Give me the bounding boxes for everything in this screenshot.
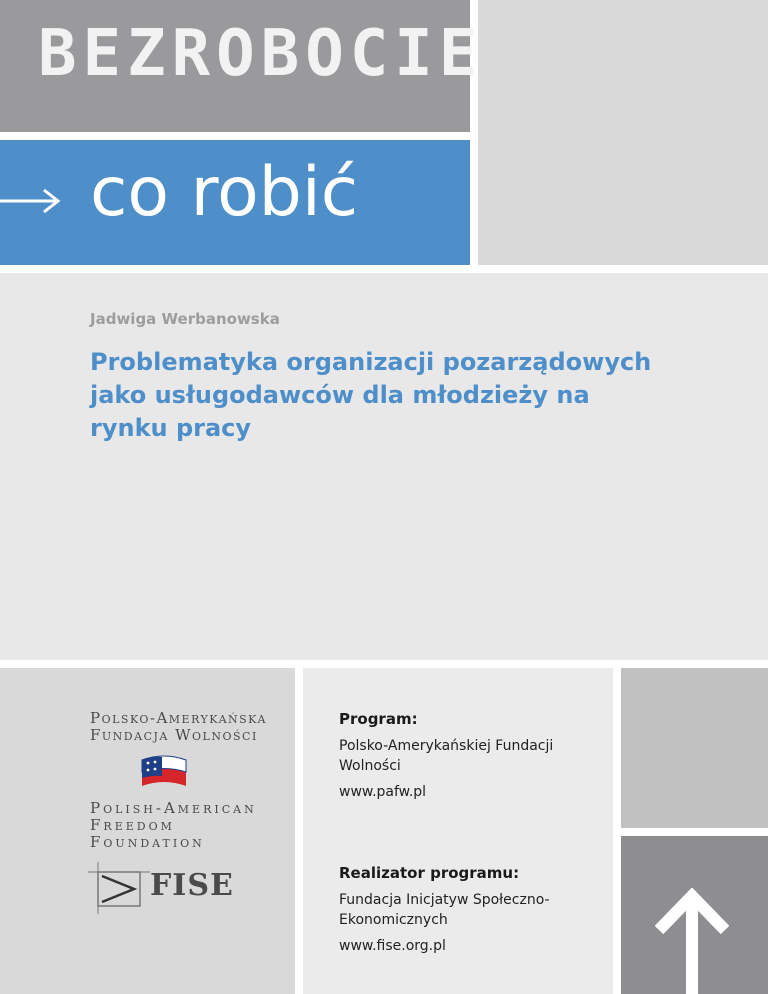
series-title: BEZROBOCIE [38,17,484,91]
divider [621,828,768,836]
program-organization: Polsko-Amerykańskiej Fundacji Wolności [339,738,554,774]
divider [295,668,303,994]
arrow-up-icon [655,888,729,994]
fise-logo [88,862,150,914]
decor-block-light [621,668,768,828]
topic-title: co robić [90,153,359,232]
realizer-label: Realizator programu: [339,864,520,882]
fise-logo-text: FISE [150,868,234,903]
header-light-panel [478,0,768,265]
pafw-flag-logo [136,752,192,792]
divider [0,660,768,668]
pafw-name-polish: Polsko-Amerykańska Fundacja Wolności [90,709,267,744]
pafw-name-english: Polish-American Freedom Foundation [90,799,257,851]
content-panel [0,273,768,660]
realizer-url[interactable]: www.fise.org.pl [339,938,446,954]
program-label: Program: [339,710,418,728]
document-title: Problematyka organizacji pozarządowych jako usługodawców dla młodzieży na rynku pracy [90,348,652,442]
divider [0,265,768,273]
divider [613,668,621,994]
arrow-right-icon [0,186,62,216]
divider [0,132,470,140]
realizer-organization: Fundacja Inicjatyw Społeczno-Ekonomicznych [339,892,550,928]
program-url[interactable]: www.pafw.pl [339,784,427,800]
author-name: Jadwiga Werbanowska [90,310,280,328]
